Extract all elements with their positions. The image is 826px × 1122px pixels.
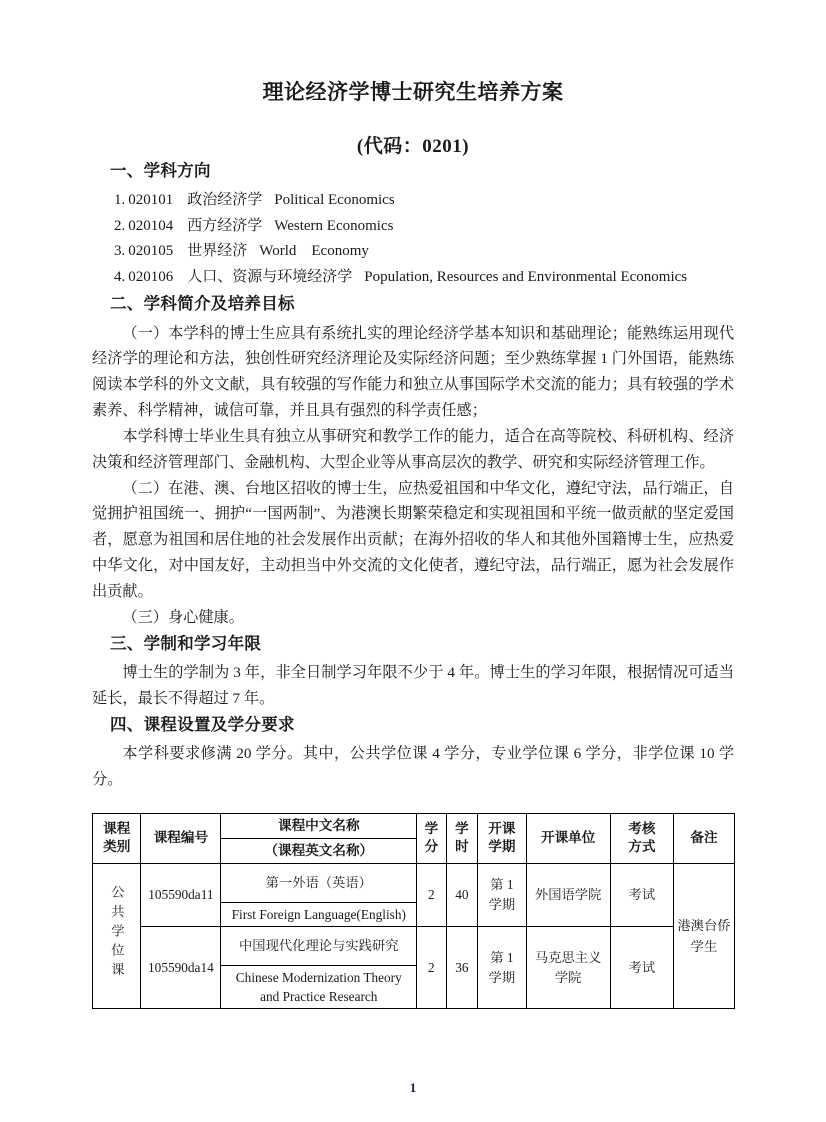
list-item xyxy=(114,265,734,291)
cell-offering-unit xyxy=(526,926,610,1009)
column-header-assessment xyxy=(610,814,673,863)
paragraph: （二）在港、澳、台地区招收的博士生，应热爱祖国和中华文化，遵纪守法，品行端正，自觉拥护祖国统一、拥护“一国两制”、为港澳长期繁荣稳定和实现祖国和平统一做贡献的坚定爱国者，愿意为祖国和居住地的社会发展作出贡献；在海外招收的华人和其他外国籍博士生，应热爱中华文化，对中国友好，主动担当中外交流的文化使者，遵纪守法，品行端正，愿为社会发展作出贡献。 xyxy=(92,479,734,600)
column-header-category-line2: 类别 xyxy=(103,839,131,855)
direction-code: 020101 xyxy=(128,191,174,208)
cell-course-name-en-text: Chinese Modernization Theory and Practice Research xyxy=(235,969,402,1005)
column-header-course-code: 课程编号 xyxy=(141,814,221,863)
paragraph: 博士生的学制为 3 年，非全日制学习年限不少于 4 年。博士生的学习年限，根据情况可适当延长，最长不得超过 7 年。 xyxy=(92,664,734,708)
direction-name-cn: 人口、资源与环境经济学 xyxy=(187,269,353,286)
cell-course-code: 105590da11 xyxy=(141,863,221,926)
table-row xyxy=(93,863,735,902)
cell-term-line2: 学期 xyxy=(488,969,516,985)
course-category-label: 公共学位课 xyxy=(109,885,125,982)
column-header-remark: 备注 xyxy=(673,814,734,863)
cell-term xyxy=(478,926,526,1009)
column-header-hours-line2: 时 xyxy=(455,839,469,855)
section-heading-duration: 三、学制和学习年限 xyxy=(110,633,262,653)
cell-course-name-cn: 中国现代化理论与实践研究 xyxy=(221,926,417,965)
list-item xyxy=(114,214,734,240)
column-header-category xyxy=(93,814,141,863)
page-number: 1 xyxy=(409,1080,417,1095)
direction-code: 020105 xyxy=(128,243,174,260)
direction-index: 2. xyxy=(114,217,126,234)
course-table-container xyxy=(92,793,734,1009)
course-table xyxy=(92,813,735,1009)
column-header-term xyxy=(478,814,526,863)
column-header-credits-line1: 学 xyxy=(424,820,439,836)
direction-code: 020104 xyxy=(128,217,174,234)
direction-name-cn: 世界经济 xyxy=(187,243,248,260)
discipline-direction-list xyxy=(92,188,734,291)
cell-term xyxy=(478,863,526,926)
cell-term-line2: 学期 xyxy=(488,896,516,912)
list-item xyxy=(114,239,734,265)
cell-remark xyxy=(673,863,734,1009)
direction-index: 1. xyxy=(114,191,126,208)
table-body xyxy=(93,863,735,1009)
paragraph: 本学科博士毕业生具有独立从事研究和教学工作的能力，适合在高等院校、科研机构、经济决策和经济管理部门、金融机构、大型企业等从事高层次的教学、研究和实际经济管理工作。 xyxy=(92,427,734,471)
cell-offering-unit-line2: 学院 xyxy=(554,969,582,985)
cell-course-name-en: First Foreign Language(English) xyxy=(221,902,417,926)
cell-offering-unit-line1: 马克思主义 xyxy=(534,950,602,966)
paragraph: （一）本学科的博士生应具有系统扎实的理论经济学基本知识和基础理论；能熟练运用现代经济学的理论和方法，独创性研究经济理论及实际经济问题；至少熟练掌握 1 门外国语，能熟练阅读本学科的外文文献，具有较强的写作能力和独立从事国际学术交流的能力；具有较强的学术素养、科学精神，诚信可靠，并且具有强烈的科学责任感； xyxy=(92,324,734,420)
column-header-course-name-en: （课程英文名称） xyxy=(221,838,417,863)
column-header-offering-unit: 开课单位 xyxy=(526,814,610,863)
cell-offering-unit xyxy=(526,863,610,926)
page-subtitle-code: (代码：0201) xyxy=(356,136,470,158)
cell-assessment: 考试 xyxy=(610,926,673,1009)
direction-name-cn: 西方经济学 xyxy=(187,217,263,234)
column-header-assessment-line2: 方式 xyxy=(628,839,656,855)
direction-name-en: World Economy xyxy=(259,243,369,260)
column-header-credits xyxy=(417,814,446,863)
column-header-credits-line2: 分 xyxy=(424,839,439,855)
column-header-assessment-line1: 考核 xyxy=(628,820,656,836)
direction-index: 4. xyxy=(114,269,126,286)
paragraph: 本学科要求修满 20 学分。其中，公共学位课 4 学分，专业学位课 6 学分，非学位课 10 学分。 xyxy=(92,745,734,789)
table-row xyxy=(93,926,735,965)
cell-course-code: 105590da14 xyxy=(141,926,221,1009)
direction-name-en: Population, Resources and Environmental Economics xyxy=(364,269,688,286)
column-header-course-name-cn: 课程中文名称 xyxy=(221,814,417,839)
cell-term-line1: 第 1 xyxy=(490,950,514,966)
cell-offering-unit-line1: 外国语学院 xyxy=(534,887,602,903)
cell-credits: 2 xyxy=(417,926,446,1009)
direction-name-cn: 政治经济学 xyxy=(187,191,263,208)
remark-label: 港澳台侨学生 xyxy=(677,917,731,954)
column-header-hours xyxy=(446,814,478,863)
direction-index: 3. xyxy=(114,243,126,260)
cell-assessment: 考试 xyxy=(610,863,673,926)
document-body xyxy=(0,158,826,1009)
cell-hours: 36 xyxy=(446,926,478,1009)
cell-term-line1: 第 1 xyxy=(490,877,514,893)
paragraph: （三）身心健康。 xyxy=(122,608,244,626)
section-heading-intro-objectives: 二、学科简介及培养目标 xyxy=(110,293,295,313)
cell-hours: 40 xyxy=(446,863,478,926)
list-item xyxy=(114,188,734,214)
column-header-category-line1: 课程 xyxy=(103,820,131,836)
direction-name-en: Western Economics xyxy=(274,217,394,234)
table-header-row xyxy=(93,814,735,839)
cell-credits: 2 xyxy=(417,863,446,926)
direction-code: 020106 xyxy=(128,269,174,286)
column-header-hours-line1: 学 xyxy=(455,820,469,836)
table-header xyxy=(93,814,735,863)
cell-course-name-en xyxy=(221,965,417,1009)
section-heading-curriculum-credits: 四、课程设置及学分要求 xyxy=(110,714,295,734)
cell-course-category xyxy=(93,863,141,1009)
page-title: 理论经济学博士研究生培养方案 xyxy=(262,80,564,104)
column-header-term-line2: 学期 xyxy=(488,839,516,855)
cell-course-name-cn: 第一外语（英语） xyxy=(221,863,417,902)
section-heading-disciplines: 一、学科方向 xyxy=(110,161,211,181)
column-header-term-line1: 开课 xyxy=(488,820,516,836)
direction-name-en: Political Economics xyxy=(274,191,395,208)
